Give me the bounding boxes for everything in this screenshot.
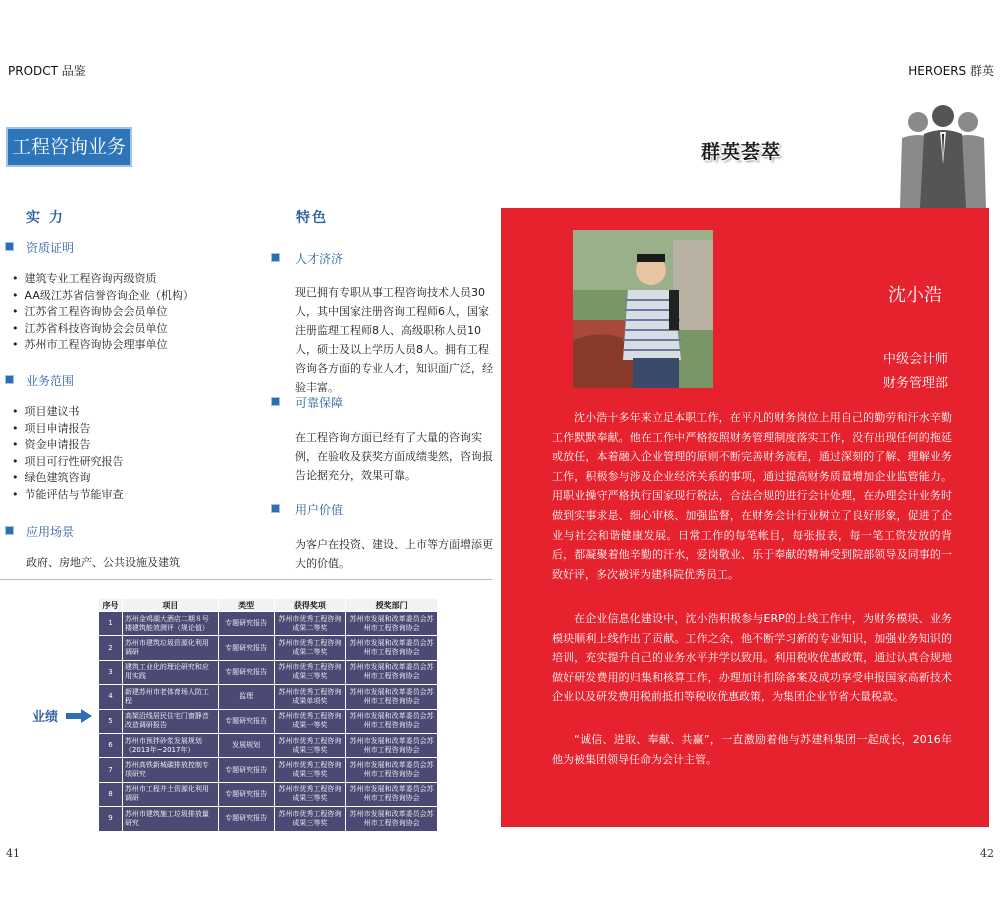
value-text: 为客户在投资、建设、上市等方面增添更大的价值。 bbox=[295, 538, 493, 570]
table-cell: 苏州市优秀工程咨询成果二等奖 bbox=[274, 612, 346, 636]
table-cell: 苏州市发展和改革委员会苏州市工程咨询协会 bbox=[346, 782, 438, 806]
scope-heading: 业务范围 bbox=[26, 374, 75, 388]
table-cell: 3 bbox=[99, 660, 123, 684]
column-header: 项目 bbox=[122, 599, 218, 612]
profile-photo bbox=[573, 230, 713, 388]
table-row bbox=[99, 612, 438, 636]
square-bullet-icon bbox=[271, 253, 280, 262]
table-row bbox=[99, 660, 438, 684]
page-number-right: 42 bbox=[980, 847, 994, 860]
table-row bbox=[99, 685, 438, 709]
table-cell: 专题研究报告 bbox=[218, 660, 274, 684]
person-department: 财务管理部 bbox=[882, 376, 948, 391]
person-title: 中级会计师 bbox=[882, 352, 948, 367]
profile-paragraph-2: 在企业信息化建设中，沈小浩积极参与ERP的上线工作中，为财务模块、业务模块顺利上线作出了贡献。工作之余，他不断学习新的专业知识，加强业务知识的培训，充实提升自己的业务水平并学以致用。利用税收优惠政策，通过认真合规地做好研发费用的归集和核算工作，办理加计扣除备案及成功享受申报国家高新技术企业以及研发费用税前抵扣等税收优惠政策，为集团企业节省大量税款。 bbox=[552, 612, 952, 704]
square-bullet-icon bbox=[271, 397, 280, 406]
square-bullet-icon bbox=[5, 375, 14, 384]
list-item: • 建筑专业工程咨询丙级资质 bbox=[12, 271, 194, 288]
header-right: HEROERS 群英 bbox=[908, 64, 994, 78]
table-cell: 专题研究报告 bbox=[218, 782, 274, 806]
awards-table bbox=[98, 598, 438, 832]
person-name: 沈小浩 bbox=[888, 285, 942, 306]
list-item: • 江苏省科技咨询协会会员单位 bbox=[12, 321, 194, 338]
scope-list bbox=[12, 404, 124, 504]
column-header: 授奖部门 bbox=[346, 599, 438, 612]
table-cell: 苏州市发展和改革委员会苏州市工程咨询协会 bbox=[346, 660, 438, 684]
table-cell: 苏州市发展和改革委员会苏州市工程咨询协会 bbox=[346, 685, 438, 709]
list-item: • AA级江苏省信誉咨询企业（机构） bbox=[12, 288, 194, 305]
header-left: PRODCT 品鉴 bbox=[8, 64, 86, 78]
table-cell: 苏州金鸡湖大酒店二期８号楼建筑能效测评（规论值） bbox=[122, 612, 218, 636]
table-cell: 苏州市预拌砂浆发展规划（2013年~2017年） bbox=[122, 733, 218, 757]
reliable-heading: 可靠保障 bbox=[295, 396, 344, 410]
list-item: • 江苏省工程咨询协会会员单位 bbox=[12, 304, 194, 321]
table-row bbox=[99, 807, 438, 831]
table-cell: 1 bbox=[99, 612, 123, 636]
table-cell: 专题研究报告 bbox=[218, 636, 274, 660]
talent-heading: 人才济济 bbox=[295, 252, 344, 266]
table-row bbox=[99, 636, 438, 660]
divider bbox=[0, 579, 492, 580]
table-cell: 专题研究报告 bbox=[218, 612, 274, 636]
list-item: • 绿色建筑咨询 bbox=[12, 470, 124, 487]
arrow-right-icon bbox=[66, 709, 92, 723]
features-heading: 特色 bbox=[296, 210, 328, 226]
square-bullet-icon bbox=[271, 504, 280, 513]
list-item: • 资金申请报告 bbox=[12, 437, 124, 454]
table-cell: 5 bbox=[99, 709, 123, 733]
table-cell: 苏州市发展和改革委员会苏州市工程咨询协会 bbox=[346, 807, 438, 831]
table-cell: 9 bbox=[99, 807, 123, 831]
table-cell: 苏州市发展和改革委员会苏州市工程咨询协会 bbox=[346, 636, 438, 660]
list-item: • 节能评估与节能审查 bbox=[12, 487, 124, 504]
table-cell: 苏州市优秀工程咨询成果三等奖 bbox=[274, 758, 346, 782]
list-item: • 苏州市工程咨询协会理事单位 bbox=[12, 337, 194, 354]
table-cell: 发展规划 bbox=[218, 733, 274, 757]
table-cell: 6 bbox=[99, 733, 123, 757]
column-header: 序号 bbox=[99, 599, 123, 612]
table-cell: 苏州市优秀工程咨询成果单项奖 bbox=[274, 685, 346, 709]
qualification-list bbox=[12, 271, 194, 354]
table-cell: 苏州市建筑垃圾资源化利用调研 bbox=[122, 636, 218, 660]
table-cell: 苏州市优秀工程咨询成果二等奖 bbox=[274, 636, 346, 660]
table-cell: 专题研究报告 bbox=[218, 709, 274, 733]
table-cell: 苏州市发展和改革委员会苏州市工程咨询协会 bbox=[346, 709, 438, 733]
profile-paragraph-3: “诚信、进取、奉献、共赢”，一直激励着他与苏建科集团一起成长，2016年他为被集团领导任命为会计主管。 bbox=[552, 733, 952, 766]
table-cell: 苏州市优秀工程咨询成果一等奖 bbox=[274, 709, 346, 733]
table-cell: 苏州市优秀工程咨询成果三等奖 bbox=[274, 733, 346, 757]
section-title: 工程咨询业务 bbox=[6, 127, 132, 167]
table-cell: 苏州市优秀工程咨询成果三等奖 bbox=[274, 807, 346, 831]
table-cell: 高架沿线居民住宅门窗静音改造调研报告 bbox=[122, 709, 218, 733]
table-cell: 2 bbox=[99, 636, 123, 660]
column-header: 类型 bbox=[218, 599, 274, 612]
table-cell: 苏州高铁新城碳排放控制专项研究 bbox=[122, 758, 218, 782]
square-bullet-icon bbox=[5, 526, 14, 535]
qualification-heading: 资质证明 bbox=[26, 241, 75, 255]
table-cell: 专题研究报告 bbox=[218, 758, 274, 782]
table-cell: 苏州市发展和改革委员会苏州市工程咨询协会 bbox=[346, 758, 438, 782]
application-text: 政府、房地产、公共设施及建筑 bbox=[26, 556, 180, 569]
table-cell: 苏州市优秀工程咨询成果三等奖 bbox=[274, 660, 346, 684]
table-cell: 苏州市发展和改革委员会苏州市工程咨询协会 bbox=[346, 733, 438, 757]
table-cell: 苏州市优秀工程咨询成果三等奖 bbox=[274, 782, 346, 806]
table-cell: 苏州市工程井土资源化利用调研 bbox=[122, 782, 218, 806]
list-item: • 项目建议书 bbox=[12, 404, 124, 421]
table-cell: 苏州市发展和改革委员会苏州市工程咨询协会 bbox=[346, 612, 438, 636]
table-cell: 新建苏州市老体育场人防工程 bbox=[122, 685, 218, 709]
table-cell: 7 bbox=[99, 758, 123, 782]
table-row bbox=[99, 709, 438, 733]
performance-label: 业绩 bbox=[32, 710, 59, 725]
table-cell: 专题研究报告 bbox=[218, 807, 274, 831]
reliable-text: 在工程咨询方面已经有了大量的咨询实例，在验收及获奖方面成绩斐然，咨询报告论据充分，效果可靠。 bbox=[295, 431, 493, 482]
table-cell: 8 bbox=[99, 782, 123, 806]
table-row bbox=[99, 758, 438, 782]
table-row bbox=[99, 733, 438, 757]
table-cell: 建筑工业化的理论研究和应用实践 bbox=[122, 660, 218, 684]
square-bullet-icon bbox=[5, 242, 14, 251]
application-heading: 应用场景 bbox=[26, 525, 75, 539]
value-heading: 用户价值 bbox=[295, 503, 344, 517]
table-cell: 苏州市建筑施工垃圾排放量研究 bbox=[122, 807, 218, 831]
table-cell: 监理 bbox=[218, 685, 274, 709]
table-header-row bbox=[99, 599, 438, 612]
talent-text: 现已拥有专职从事工程咨询技术人员30人，其中国家注册咨询工程师6人，国家注册监理工程师8人、高级职称人员10人，硕士及以上学历人员8人。拥有工程咨询各方面的专业人才，知识面广泛，经验丰富。 bbox=[295, 286, 493, 394]
strength-heading: 实 力 bbox=[26, 210, 65, 226]
profile-paragraph-1: 沈小浩十多年来立足本职工作，在平凡的财务岗位上用自己的勤劳和汗水辛勤工作默默奉献。他在工作中严格按照财务管理制度落实工作，没有出现任何的拖延或放任，本着融入企业管理的原则不断完善财务流程，通过深刻的了解、理解业务工作，积极参与涉及企业经济关系的事项，通过提高财务质量增加企业监管能力。用职业操守严格执行国家现行税法，合法合规的进行会计处理，在办理会计业务时做到实事求是、细心审核、加强监督，在财务会计行业树立了良好形象，促进了企业与社会和谐健康发展。日常工作的每笔帐目，每张报表，每一笔工资发放的背后，都凝聚着他辛勤的汗水，爱岗敬业、乐于奉献的精神受到院部领导及同事的一致好评，多次被评为建科院优秀员工。 bbox=[552, 411, 952, 581]
silhouette-people-icon bbox=[888, 104, 992, 208]
table-cell: 4 bbox=[99, 685, 123, 709]
list-item: • 项目申请报告 bbox=[12, 421, 124, 438]
page-number-left: 41 bbox=[6, 847, 20, 860]
banner-title: 群英荟萃 bbox=[701, 141, 782, 163]
table-row bbox=[99, 782, 438, 806]
column-header: 获得奖项 bbox=[274, 599, 346, 612]
list-item: • 项目可行性研究报告 bbox=[12, 454, 124, 471]
